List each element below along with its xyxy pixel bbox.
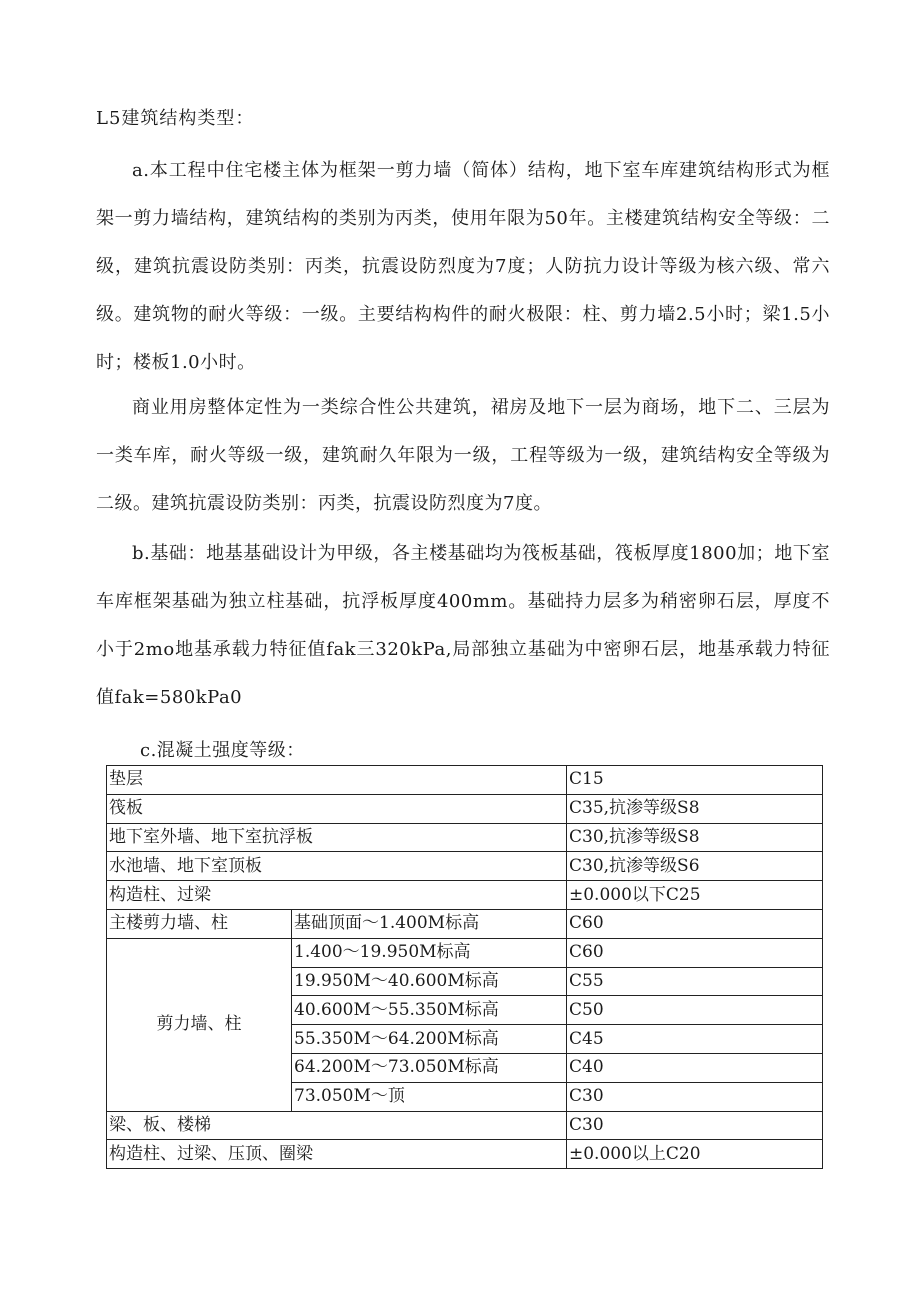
paragraph-foundation: b.基础：地基基础设计为甲级，各主楼基础均为筏板基础，筏板厚度1800加；地下室车库框架基础为独立柱基础，抗浮板厚度400mm。基础持力层多为稍密卵石层，厚度不小于2mo地基承载力特征值fak三320kPa,局部独立基础为中密卵石层，地基承载力特征值fak=580kPa0 — [96, 543, 830, 708]
table-cell-item: 垫层 — [107, 766, 567, 795]
table-cell-grade: C30,抗渗等级S8 — [567, 823, 823, 852]
table-row — [107, 823, 823, 852]
table-cell-grade: C30 — [567, 1082, 823, 1111]
paragraph-commercial-building: 商业用房整体定性为一类综合性公共建筑，裙房及地下一层为商场，地下二、三层为一类车库，耐火等级一级，建筑耐久年限为一级，工程等级为一级，建筑结构安全等级为二级。建筑抗震设防类别：丙类，抗震设防烈度为7度。 — [96, 397, 830, 514]
table-cell-grade: C40 — [567, 1053, 823, 1082]
table-cell-grade: C60 — [567, 938, 823, 967]
table-cell-range: 19.950M～40.600M标高 — [292, 967, 567, 996]
table-caption: c.混凝土强度等级： — [140, 740, 305, 761]
table-cell-grade: C35,抗渗等级S8 — [567, 794, 823, 823]
table-row — [107, 909, 823, 938]
table-cell-item: 梁、板、楼梯 — [107, 1111, 567, 1140]
table-cell-grade: C45 — [567, 1025, 823, 1054]
table-row — [107, 1140, 823, 1169]
table-cell-grade: ±0.000以下C25 — [567, 881, 823, 910]
table-cell-range: 40.600M～55.350M标高 — [292, 996, 567, 1025]
table-cell-group-label: 剪力墙、柱 — [107, 938, 292, 1111]
table-cell-grade: ±0.000以上C20 — [567, 1140, 823, 1169]
table-cell-item: 构造柱、过梁、压顶、圈梁 — [107, 1140, 567, 1169]
table-cell-item: 水池墙、地下室顶板 — [107, 852, 567, 881]
table-cell-range: 1.400～19.950M标高 — [292, 938, 567, 967]
table-cell-item: 主楼剪力墙、柱 — [107, 909, 292, 938]
concrete-grade-table — [106, 765, 823, 1169]
table-cell-range: 基础顶面～1.400M标高 — [292, 909, 567, 938]
table-cell-item: 地下室外墙、地下室抗浮板 — [107, 823, 567, 852]
table-cell-range: 55.350M～64.200M标高 — [292, 1025, 567, 1054]
table-row — [107, 766, 823, 795]
table-cell-range: 64.200M～73.050M标高 — [292, 1053, 567, 1082]
table-cell-grade: C50 — [567, 996, 823, 1025]
table-cell-grade: C30 — [567, 1111, 823, 1140]
paragraph-structure-type: a.本工程中住宅楼主体为框架一剪力墙（简体）结构，地下室车库建筑结构形式为框架一剪力墙结构，建筑结构的类别为丙类，使用年限为50年。主楼建筑结构安全等级：二级，建筑抗震设防类别：丙类，抗震设防烈度为7度；人防抗力设计等级为核六级、常六级。建筑物的耐火等级：一级。主要结构构件的耐火极限：柱、剪力墙2.5小时；梁1.5小时；楼板1.0小时。 — [96, 160, 830, 373]
table-cell-grade: C60 — [567, 909, 823, 938]
table-row — [107, 852, 823, 881]
table-row — [107, 881, 823, 910]
table-cell-grade: C55 — [567, 967, 823, 996]
table-cell-item: 筏板 — [107, 794, 567, 823]
table-row — [107, 794, 823, 823]
table-cell-range: 73.050M～顶 — [292, 1082, 567, 1111]
table-cell-grade: C30,抗渗等级S6 — [567, 852, 823, 881]
section-title: L5建筑结构类型： — [96, 108, 255, 129]
table-cell-grade: C15 — [567, 766, 823, 795]
table-row — [107, 1111, 823, 1140]
table-cell-item: 构造柱、过梁 — [107, 881, 567, 910]
table-row — [107, 938, 823, 967]
